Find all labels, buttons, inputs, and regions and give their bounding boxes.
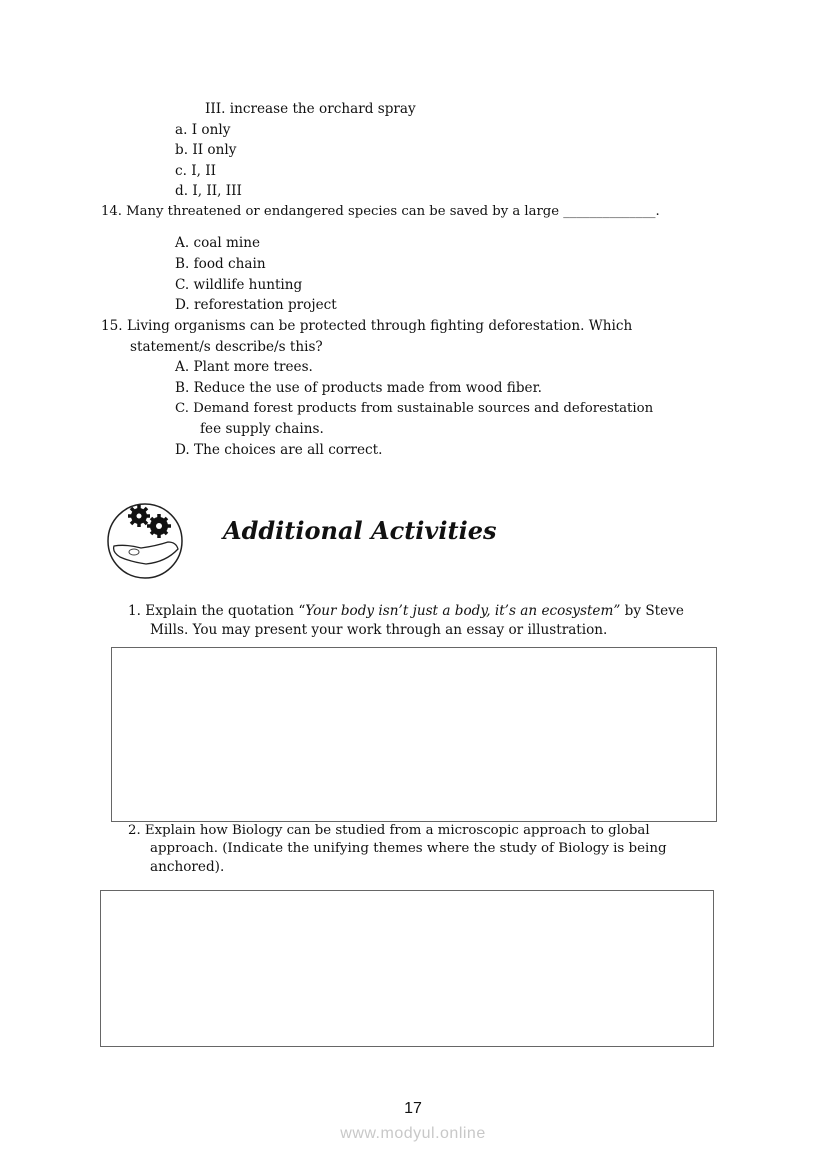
- q14-question: 14. Many threatened or endangered species can be saved by a large ______________.: [101, 204, 660, 219]
- activity-2-prompt-cont2: anchored).: [150, 859, 225, 875]
- q15-choice-d: D. The choices are all correct.: [175, 442, 383, 458]
- gears-in-hand-icon: [106, 502, 186, 582]
- q14-choice-a: A. coal mine: [175, 235, 261, 251]
- activity-1-quote: Your body isn’t just a body, it’s an ecosystem”: [305, 603, 621, 619]
- q14-choice-c: C. wildlife hunting: [175, 277, 303, 293]
- q13-choice-d: d. I, II, III: [175, 183, 242, 199]
- activity-1-prompt: [128, 601, 684, 621]
- q13-choice-c: c. I, II: [175, 163, 217, 179]
- activity-1-prefix: 1. Explain the quotation “: [128, 603, 306, 619]
- section-title: Additional Activities: [223, 516, 497, 545]
- q14-choice-d: D. reforestation project: [175, 297, 337, 313]
- activity-2-prompt: 2. Explain how Biology can be studied from a microscopic approach to global: [128, 823, 650, 838]
- activity-1-prompt-cont: Mills. You may present your work through an essay or illustration.: [150, 622, 608, 638]
- q15-choice-b: B. Reduce the use of products made from wood fiber.: [175, 380, 542, 396]
- q15-choice-c-cont: fee supply chains.: [200, 421, 324, 437]
- activity-2-answer-box[interactable]: [100, 890, 714, 1047]
- q13-choice-b: b. II only: [175, 142, 237, 158]
- q15-question-cont: statement/s describe/s this?: [130, 339, 323, 355]
- q13-choice-a: a. I only: [175, 122, 231, 138]
- q14-choice-b: B. food chain: [175, 256, 266, 272]
- q15-choice-a: A. Plant more trees.: [175, 359, 313, 375]
- page-number: 17: [404, 1100, 422, 1117]
- q13-option-iii: III. increase the orchard spray: [205, 101, 416, 117]
- watermark: www.modyul.online: [340, 1125, 486, 1142]
- activity-2-prompt-cont: approach. (Indicate the unifying themes where the study of Biology is being: [150, 841, 667, 856]
- q15-question: 15. Living organisms can be protected through fighting deforestation. Which: [101, 318, 633, 334]
- q15-choice-c: C. Demand forest products from sustainable sources and deforestation: [175, 401, 654, 416]
- activity-1-suffix: by Steve: [620, 603, 684, 619]
- activity-1-answer-box[interactable]: [111, 647, 717, 822]
